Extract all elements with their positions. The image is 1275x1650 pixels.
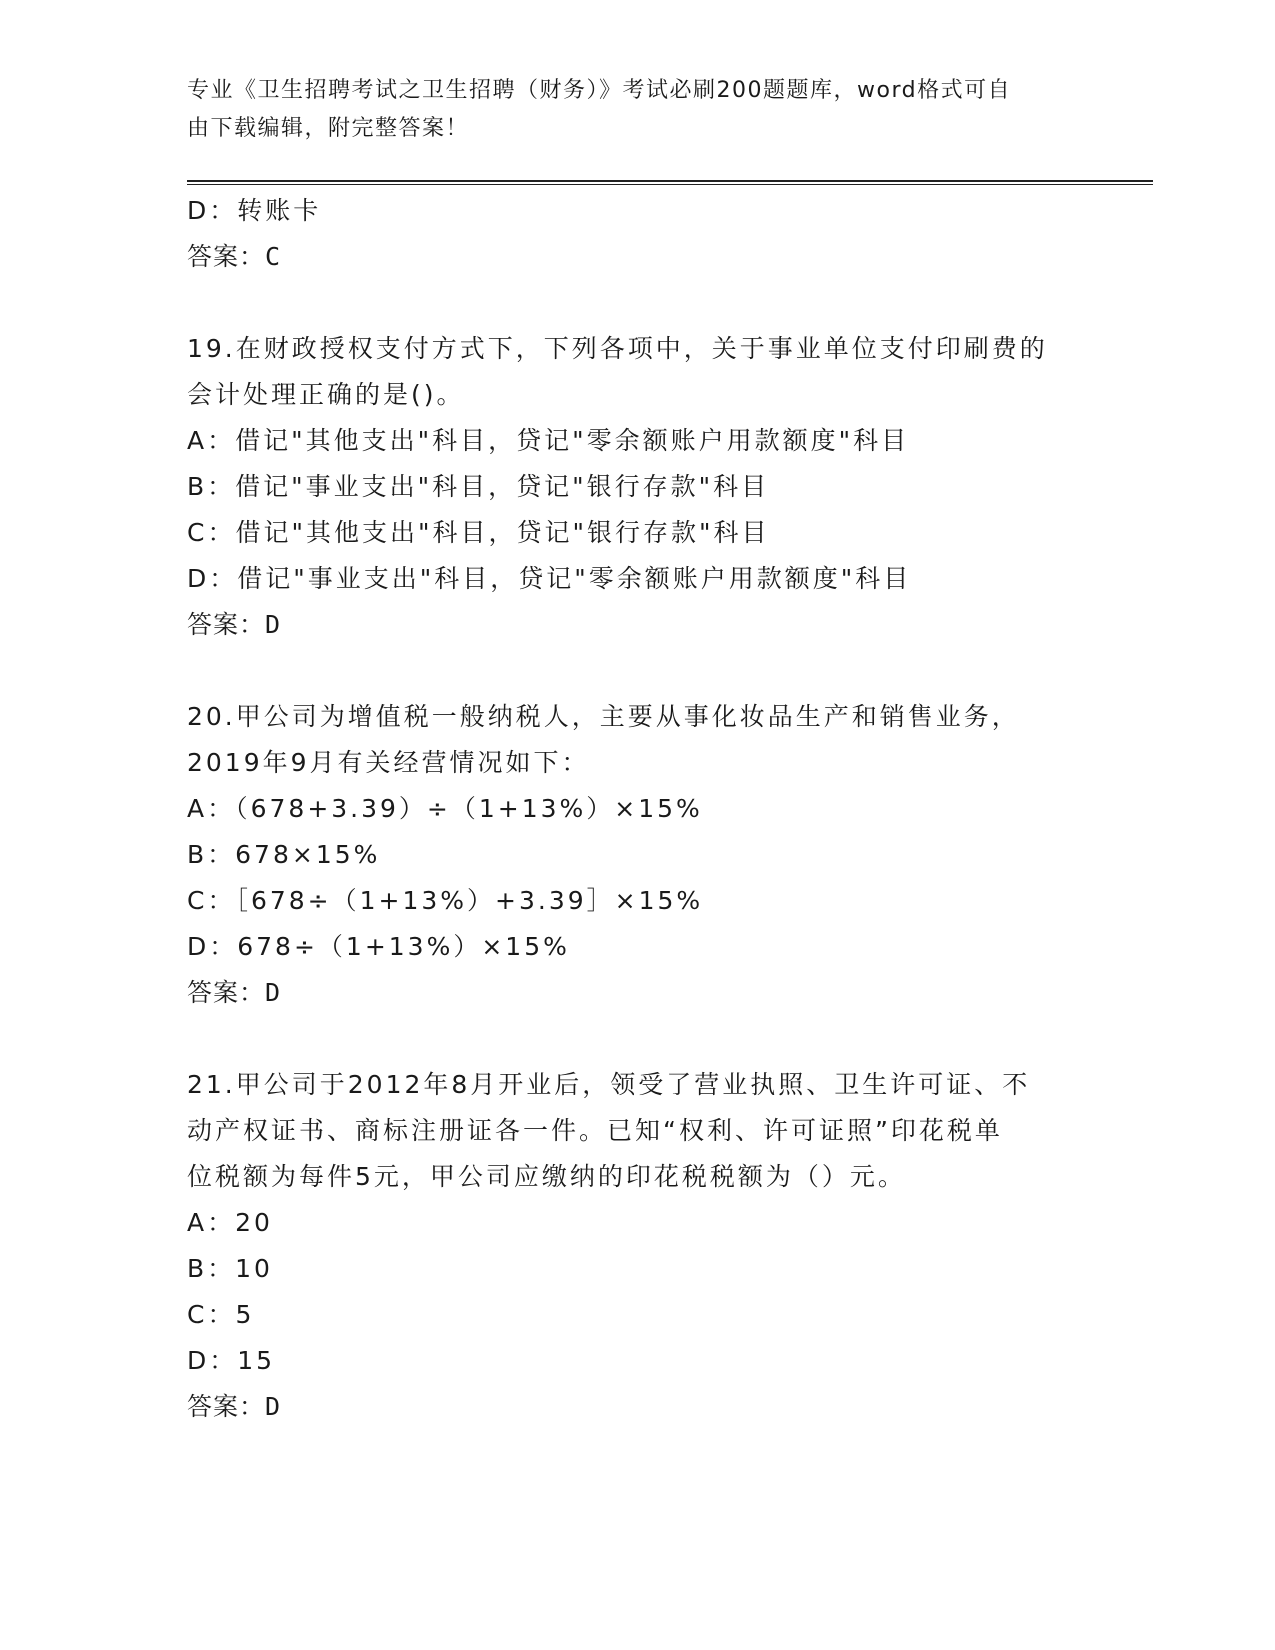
option-d: D：转账卡 <box>187 196 322 225</box>
question-stem: 21.甲公司于2012年8月开业后，领受了营业执照、卫生许可证、不 <box>187 1070 1031 1099</box>
header-divider <box>187 180 1153 185</box>
question-stem: 位税额为每件5元，甲公司应缴纳的印花税税额为（）元。 <box>187 1162 906 1191</box>
document-header <box>187 72 1067 148</box>
spacer <box>187 280 1087 326</box>
question-stem: 动产权证书、商标注册证各一件。已知“权利、许可证照”印花税单 <box>187 1116 1003 1145</box>
spacer <box>187 648 1087 694</box>
question-list <box>187 188 1087 1430</box>
answer: 答案：D <box>187 1392 282 1421</box>
option-d: D：借记"事业支出"科目，贷记"零余额账户用款额度"科目 <box>187 564 912 593</box>
answer: 答案：D <box>187 978 282 1007</box>
option-b: B：借记"事业支出"科目，贷记"银行存款"科目 <box>187 472 770 501</box>
option-b: B：10 <box>187 1254 273 1283</box>
option-a: A：20 <box>187 1208 273 1237</box>
question-21 <box>187 1062 1087 1430</box>
question-19 <box>187 326 1087 648</box>
question-stem: 20.甲公司为增值税一般纳税人，主要从事化妆品生产和销售业务， <box>187 702 1020 731</box>
question-stem: 会计处理正确的是()。 <box>187 380 465 409</box>
option-d: D：678÷（1+13%）×15% <box>187 932 570 961</box>
spacer <box>187 1016 1087 1062</box>
question-20 <box>187 694 1087 1016</box>
option-a: A：借记"其他支出"科目，贷记"零余额账户用款额度"科目 <box>187 426 910 455</box>
option-a: A：（678+3.39）÷（1+13%）×15% <box>187 794 703 823</box>
option-c: C：借记"其他支出"科目，贷记"银行存款"科目 <box>187 518 770 547</box>
answer: 答案：D <box>187 610 282 639</box>
option-c: C：［678÷（1+13%）+3.39］×15% <box>187 886 704 915</box>
question-stem: 2019年9月有关经营情况如下： <box>187 748 590 777</box>
header-line-2: 由下载编辑，附完整答案！ <box>187 116 470 141</box>
previous-question-tail <box>187 188 1087 280</box>
option-d: D：15 <box>187 1346 276 1375</box>
option-c: C：5 <box>187 1300 255 1329</box>
question-stem: 19.在财政授权支付方式下，下列各项中，关于事业单位支付印刷费的 <box>187 334 1048 363</box>
option-b: B：678×15% <box>187 840 381 869</box>
header-line-1: 专业《卫生招聘考试之卫生招聘（财务）》考试必刷200题题库，word格式可自 <box>187 78 1012 103</box>
answer: 答案：C <box>187 242 282 271</box>
